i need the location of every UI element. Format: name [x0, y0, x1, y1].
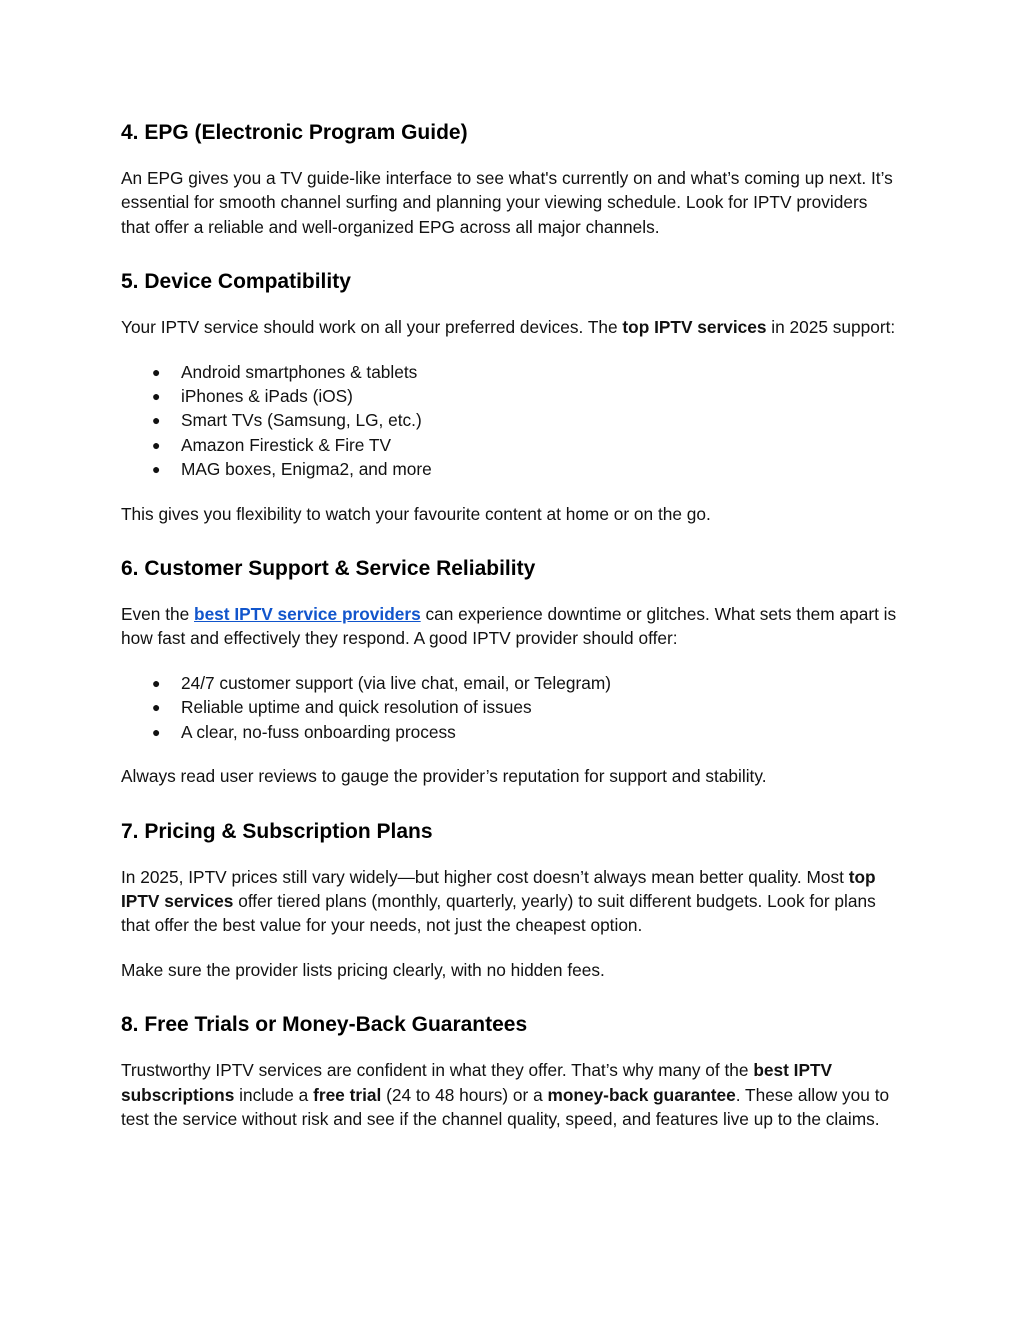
text-run: Even the: [121, 604, 195, 625]
heading-device-compatibility: 5. Device Compatibility: [121, 270, 351, 294]
bold-text: top IPTV services: [121, 866, 876, 911]
bullet-icon: ●: [152, 436, 161, 453]
text-run: can experience downtime or glitches. What sets them apart is how fast and effectively they respond. A good IPTV provider should offer:: [121, 604, 897, 649]
list-item: [121, 695, 901, 719]
paragraph-pricing-note: Make sure the provider lists pricing clearly, with no hidden fees.: [121, 959, 605, 980]
paragraph-device-intro: [121, 315, 901, 339]
best-iptv-providers-link[interactable]: best IPTV service providers: [194, 604, 421, 625]
list-item: [121, 671, 901, 695]
heading-free-trials: 8. Free Trials or Money-Back Guarantees: [121, 1013, 528, 1037]
text-run: (24 to 48 hours) or a: [381, 1084, 548, 1105]
list-item-text: Reliable uptime and quick resolution of issues: [181, 697, 532, 718]
paragraph-support-intro: [121, 602, 901, 651]
list-item-text: A clear, no-fuss onboarding process: [181, 721, 456, 742]
paragraph-free-trials: [121, 1058, 901, 1131]
bullet-icon: ●: [152, 674, 161, 691]
text-run: offer tiered plans (monthly, quarterly, yearly) to suit different budgets. Look for plans that offer the best value for your needs, not just the cheapest option.: [121, 890, 876, 936]
bullet-icon: ●: [152, 461, 161, 478]
document-page: [121, 118, 901, 1151]
text-run: include a: [234, 1084, 314, 1105]
bold-text: free trial: [313, 1084, 382, 1105]
bullet-icon: ●: [152, 363, 161, 380]
list-item-text: 24/7 customer support (via live chat, email, or Telegram): [181, 672, 611, 693]
paragraph-epg: An EPG gives you a TV guide-like interface to see what's currently on and what’s coming up next. It’s essential for smooth channel surfing and planning your viewing schedule. Look for IPTV providers that offer a reliable and well-organized EPG across all major channels.: [121, 168, 893, 237]
device-list: [121, 360, 901, 482]
bold-text: money-back guarantee: [547, 1084, 736, 1105]
text-run: . These allow you to test the service without risk and see if the channel quality, speed, and features live up to the claims.: [121, 1084, 890, 1129]
heading-customer-support: 6. Customer Support & Service Reliability: [121, 557, 536, 581]
list-item: [121, 433, 901, 457]
support-list: [121, 671, 901, 744]
bullet-icon: ●: [152, 699, 161, 716]
text-run: In 2025, IPTV prices still vary widely—but higher cost doesn’t always mean better quality. Most: [121, 866, 849, 887]
list-item: [121, 457, 901, 481]
bold-text: best IPTV subscriptions: [121, 1060, 833, 1105]
text-run: Your IPTV service should work on all your preferred devices. The: [121, 317, 623, 338]
list-item-text: Amazon Firestick & Fire TV: [181, 434, 391, 455]
text-run: in 2025 support:: [766, 317, 896, 338]
list-item: [121, 720, 901, 744]
bullet-icon: ●: [152, 723, 161, 740]
bold-text: top IPTV services: [622, 317, 767, 338]
heading-epg: 4. EPG (Electronic Program Guide): [121, 121, 468, 144]
list-item: [121, 360, 901, 384]
list-item-text: iPhones & iPads (iOS): [181, 386, 353, 407]
text-run: Trustworthy IPTV services are confident in what they offer. That’s why many of the: [121, 1060, 754, 1081]
paragraph-pricing: [121, 865, 901, 938]
bullet-icon: ●: [152, 388, 161, 405]
list-item: [121, 408, 901, 432]
list-item-text: Android smartphones & tablets: [181, 361, 418, 382]
heading-pricing: 7. Pricing & Subscription Plans: [121, 819, 433, 843]
bullet-icon: ●: [152, 412, 161, 429]
list-item: [121, 384, 901, 408]
paragraph-support-outro: Always read user reviews to gauge the provider’s reputation for support and stability.: [121, 766, 767, 787]
paragraph-device-outro: This gives you flexibility to watch your favourite content at home or on the go.: [121, 503, 711, 524]
list-item-text: MAG boxes, Enigma2, and more: [181, 459, 432, 480]
list-item-text: Smart TVs (Samsung, LG, etc.): [181, 410, 422, 431]
